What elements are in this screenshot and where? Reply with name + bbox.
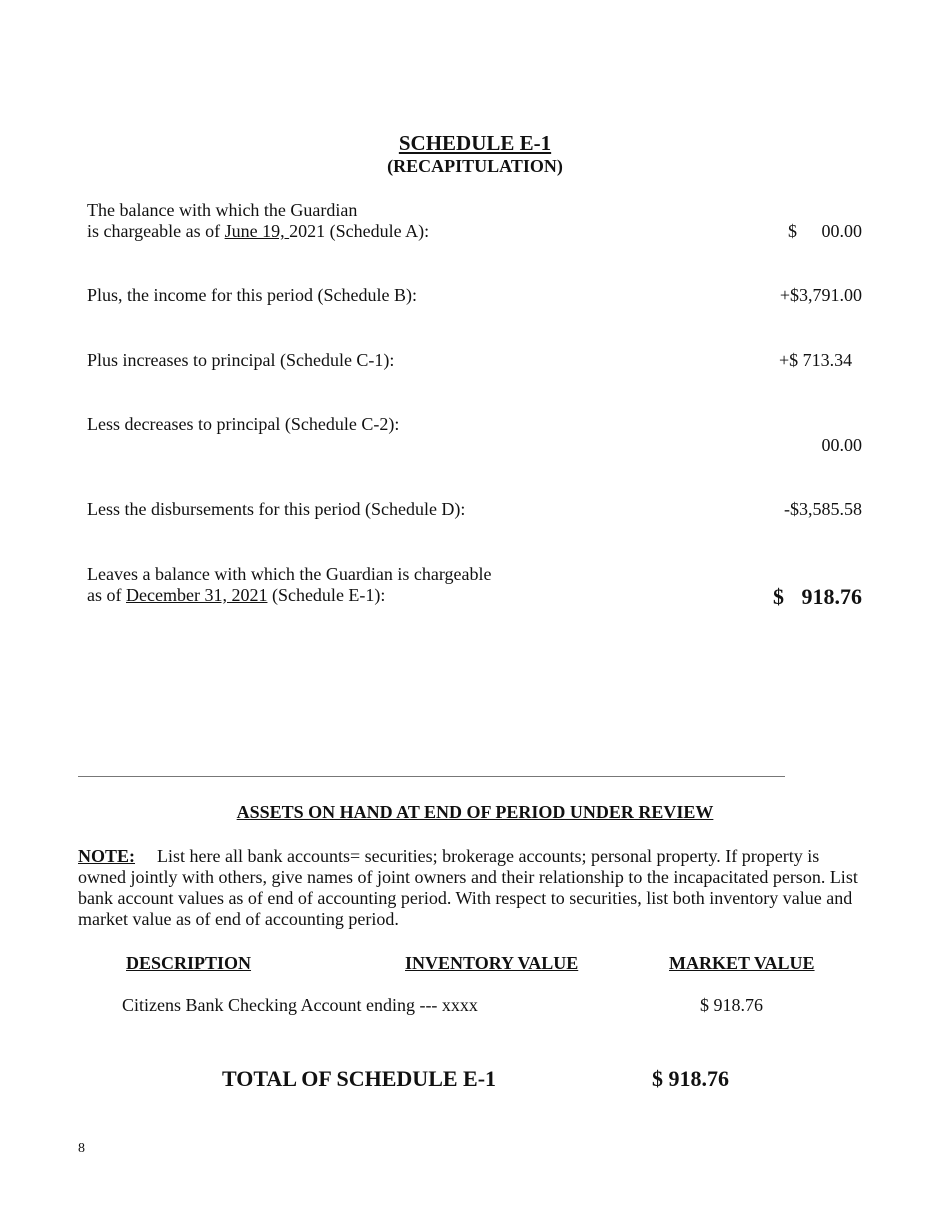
opening-amount: 00.00 [821,221,862,241]
note-label: NOTE: [78,846,136,866]
closing-line-2-post: (Schedule E-1): [267,585,386,605]
closing-amount-symbol: $ [773,584,784,609]
asset-row-market-value: $ 918.76 [700,995,763,1015]
opening-balance-label [87,200,429,242]
increases-amount: +$ 713.34 [779,350,853,370]
opening-line-2-post: 2021 (Schedule A): [289,221,430,241]
disbursements-amount: -$3,585.58 [784,499,862,519]
assets-heading: ASSETS ON HAND AT END OF PERIOD UNDER REVIEW [236,802,714,822]
opening-line-2-pre: is chargeable as of [87,221,225,241]
closing-balance-label [87,564,492,606]
column-header-inventory-value: INVENTORY VALUE [405,953,579,973]
schedule-title: SCHEDULE E-1 [398,131,552,155]
income-amount: +$3,791.00 [779,285,862,305]
closing-line-1: Leaves a balance with which the Guardian is chargeable [87,564,492,584]
page-number: 8 [78,1141,85,1156]
note-text: List here all bank accounts= securities; brokerage accounts; personal property. If property is owned jointly with others, give names of joint owners and their relationship to the incapacitated person. List bank account values as of end of accounting period. With respect to securities, list both inventory value and market value as of end of accounting period. [78,846,858,929]
opening-line-2 [87,221,429,242]
total-value: $ 918.76 [652,1066,729,1091]
closing-line-2 [87,585,492,606]
disbursements-label: Less the disbursements for this period (Schedule D): [87,499,466,519]
closing-date: December 31, 2021 [126,585,268,605]
decreases-amount: 00.00 [821,435,862,455]
opening-line-1: The balance with which the Guardian [87,200,358,220]
opening-amount-symbol: $ [788,221,797,241]
closing-line-2-pre: as of [87,585,126,605]
decreases-label: Less decreases to principal (Schedule C-2): [87,414,400,434]
increases-label: Plus increases to principal (Schedule C-1): [87,350,395,370]
schedule-subtitle: (RECAPITULATION) [387,156,563,176]
signature-line [78,776,785,777]
opening-date: June 19, [224,221,290,241]
closing-amount: 918.76 [801,584,862,609]
income-label: Plus, the income for this period (Schedule B): [87,285,417,305]
total-label: TOTAL OF SCHEDULE E-1 [222,1066,497,1091]
assets-note [78,846,868,930]
asset-row-description: Citizens Bank Checking Account ending --- xxxx [122,995,478,1015]
column-header-market-value: MARKET VALUE [669,953,815,973]
column-header-description: DESCRIPTION [126,953,252,973]
